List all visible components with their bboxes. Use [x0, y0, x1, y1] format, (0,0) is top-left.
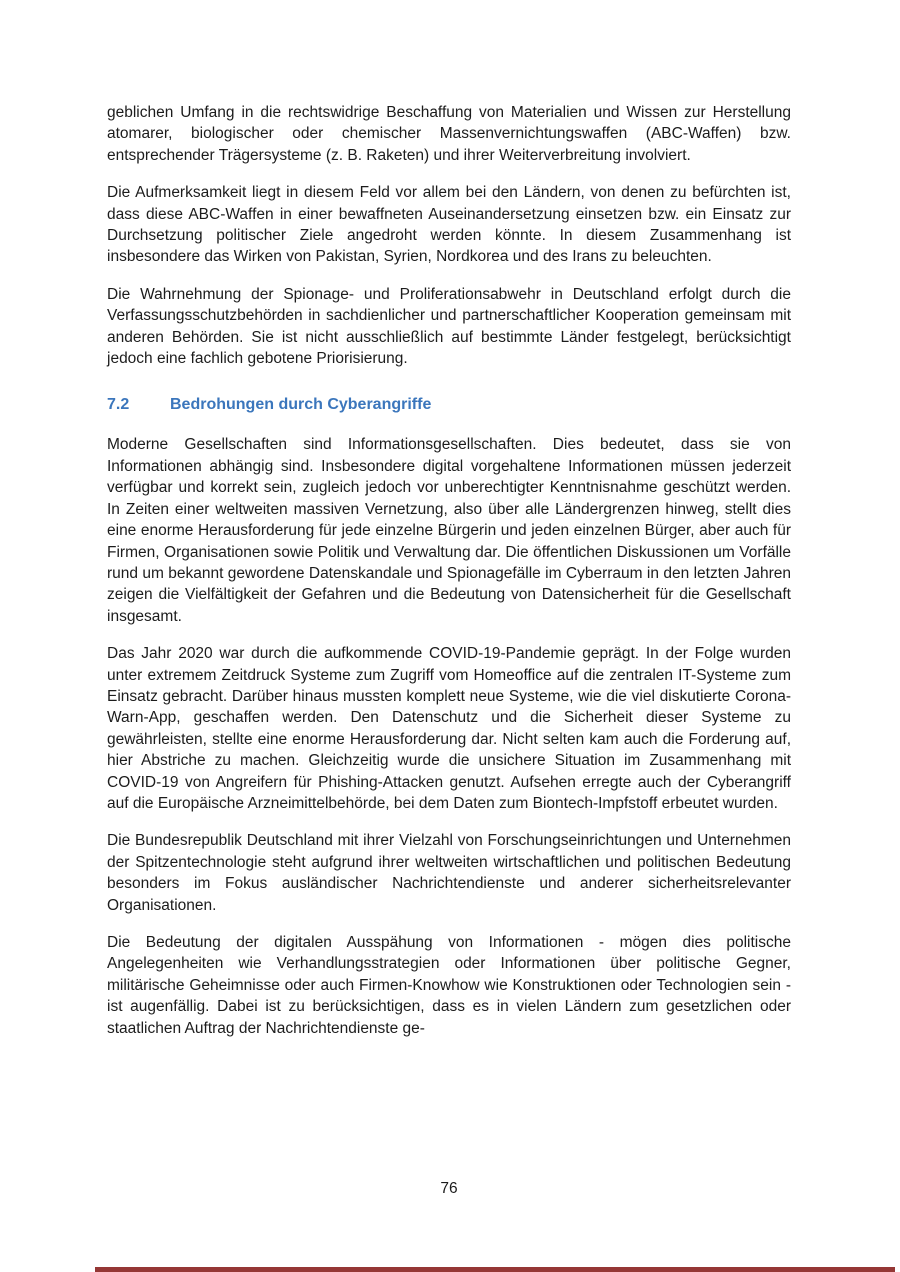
paragraph: Die Aufmerksamkeit liegt in diesem Feld vor allem bei den Ländern, von denen zu befürchten ist, dass diese ABC-Waffen in einer bewaffneten Auseinandersetzung einsetzen bzw. ein Einsatz zur Durchsetzung politischer Ziele angedroht werden könnte. In diesem Zusammenhang ist insbesondere das Wirken von Pakistan, Syrien, Nordkorea und des Irans zu beleuchten. [107, 184, 791, 266]
paragraph: Die Wahrnehmung der Spionage- und Proliferationsabwehr in Deutschland erfolgt durch die Verfassungsschutzbehörden in sachdienlicher und partnerschaftlicher Kooperation gemeinsam mit anderen Behörden. Sie ist nicht ausschließlich auf bestimmte Länder festgelegt, berücksichtigt jedoch eine fachlich gebotene Priorisierung. [107, 285, 791, 368]
paragraph: Die Bedeutung der digitalen Ausspähung von Informationen - mögen dies politische Angelegenheiten wie Verhandlungsstrategien oder Informationen über politische Gegner, militärische Geheimnisse oder auch Firmen-Knowhow wie Konstruktionen oder Technologien sein - ist augenfällig. Dabei ist zu berücksichtigen, dass es in vielen Ländern zum gesetzlichen oder staatlichen Auftrag der Nachrichtendienste ge- [107, 934, 791, 1037]
paragraph: Das Jahr 2020 war durch die aufkommende COVID-19-Pandemie geprägt. In der Folge wurden unter extremem Zeitdruck Systeme zum Zugriff vom Homeoffice auf die zentralen IT-Systeme zum Einsatz gebracht. Darüber hinaus mussten komplett neue Systeme, wie die viel diskutierte Corona-Warn-App, geschaffen werden. Den Datenschutz und die Sicherheit dieser Systeme zu gewährleisten, stellte eine enorme Herausforderung dar. Nicht selten kam auch die Forderung auf, hier Abstriche zu machen. Gleichzeitig wurde die unsichere Situation im Zusammenhang mit COVID-19 von Angreifern für Phishing-Attacken genutzt. Aufsehen erregte auch der Cyberangriff auf die Europäische Arzneimittelbehörde, bei dem Daten zum Biontech-Impfstoff erbeutet wurden. [107, 645, 791, 812]
page-number: 76 [440, 1180, 458, 1197]
section-heading [107, 394, 791, 415]
section-number: 7.2 [107, 396, 130, 414]
paragraph: Die Bundesrepublik Deutschland mit ihrer Vielzahl von Forschungseinrichtungen und Unternehmen der Spitzentechnologie steht aufgrund ihrer weltweiten wirtschaftlichen und politischen Bedeutung besonders im Fokus ausländischer Nachrichtendienste und anderer sicherheitsrelevanter Organisationen. [107, 832, 791, 914]
section-title: Bedrohungen durch Cyberangriffe [170, 396, 432, 414]
paragraph: geblichen Umfang in die rechtswidrige Beschaffung von Materialien und Wissen zur Herstellung atomarer, biologischer oder chemischer Massenvernichtungswaffen (ABC-Waffen) bzw. entsprechender Trägersysteme (z. B. Raketen) und ihrer Weiterverbreitung involviert. [107, 104, 791, 164]
page-content [107, 102, 791, 1055]
paragraph: Moderne Gesellschaften sind Informationsgesellschaften. Dies bedeutet, dass sie von Informationen abhängig sind. Insbesondere digital vorgehaltene Informationen müssen jederzeit verfügbar und korrekt sein, zugleich jedoch vor unberechtigter Kenntnisnahme geschützt werden. In Zeiten einer weltweiten massiven Vernetzung, also über alle Ländergrenzen hinweg, stellt dies eine enorme Herausforderung für jede einzelne Bürgerin und jeden einzelnen Bürger, aber auch für Firmen, Organisationen sowie Politik und Verwaltung dar. Die öffentlichen Diskussionen um Vorfälle rund um bekannt gewordene Datenskandale und Spionagefälle im Cyberraum in den letzten Jahren zeigen die Vielfältigkeit der Gefahren und die Bedeutung von Datensicherheit für die Gesellschaft insgesamt. [107, 436, 791, 625]
footer-red-bar [95, 1267, 895, 1272]
